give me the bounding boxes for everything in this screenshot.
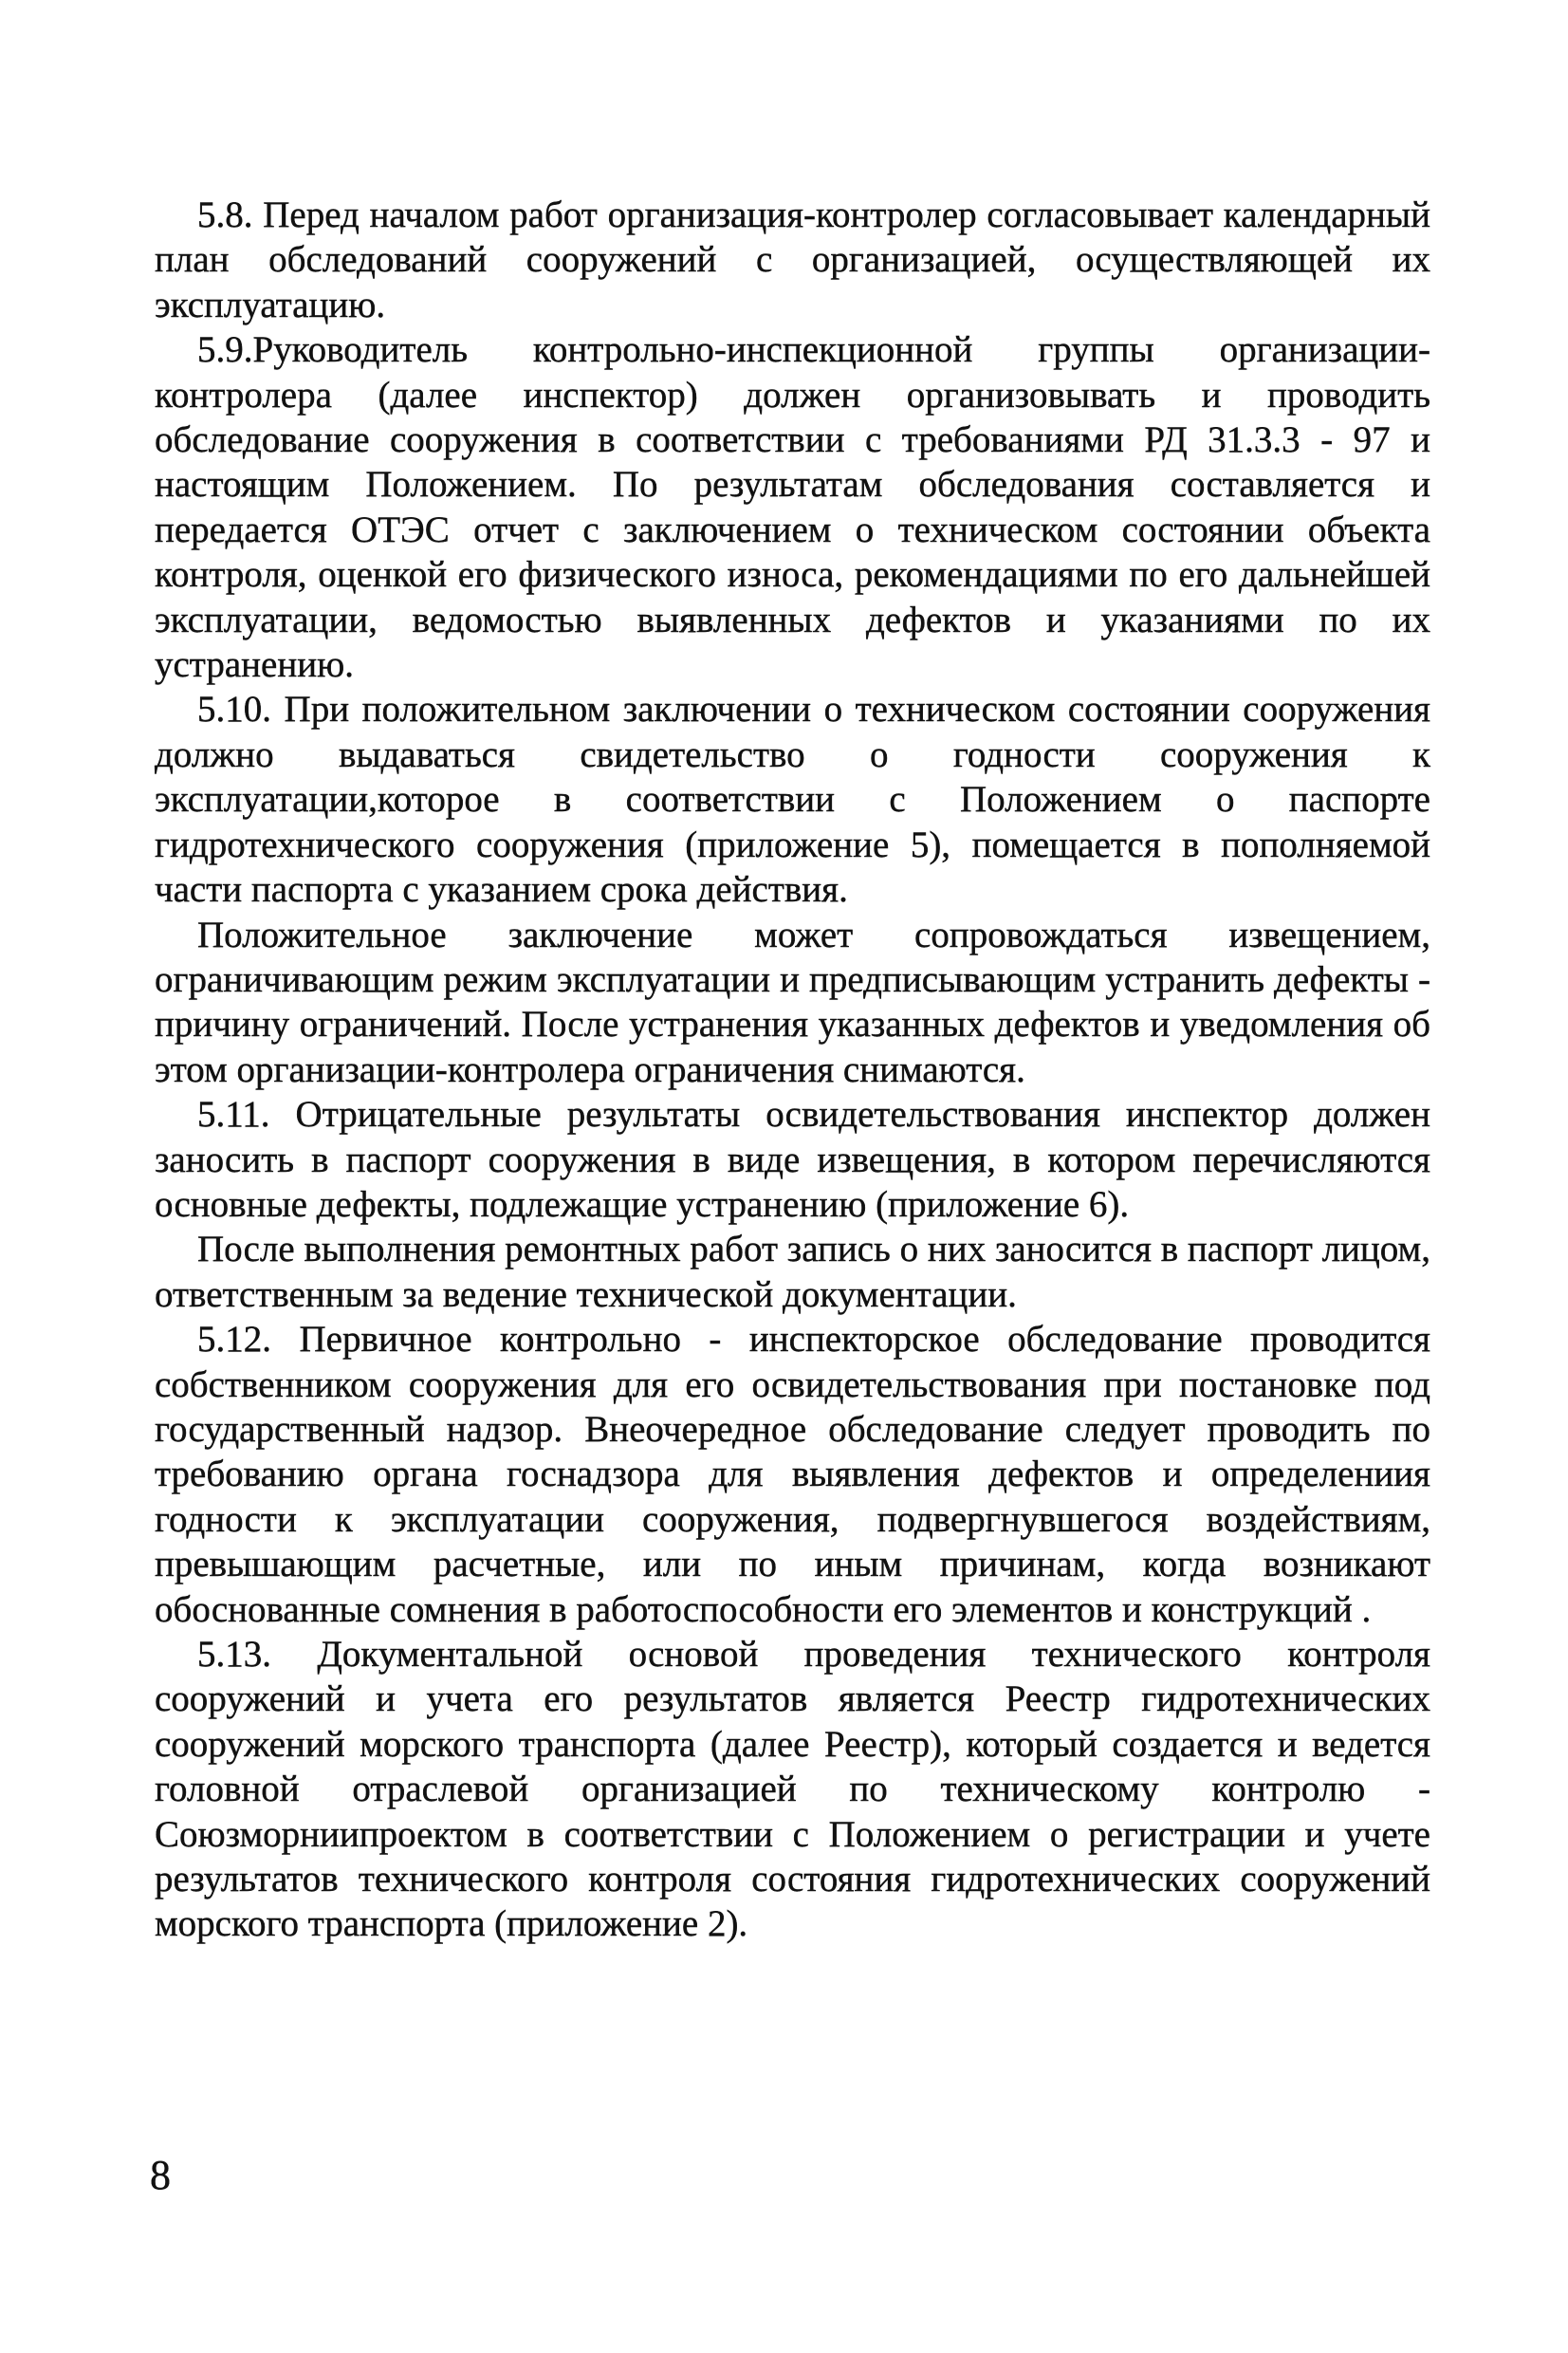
paragraph-5-13: 5.13. Документальной основой проведения технического контроля сооружений и учета его результатов является Реестр гидротехнических сооружений морского транспорта (далее Реестр), который создается и ведется головной отраслевой организацией по техническому контролю - Союзморниипроектом в соответствии с Положением о регистрации и учете результатов технического контроля состояния гидротехнических сооружений морского транспорта (приложение 2). <box>155 1634 1430 1945</box>
page-number: 8 <box>150 2152 171 2198</box>
body-text <box>155 193 1430 1947</box>
paragraph-5-8: 5.8. Перед началом работ организация-контролер согласовывает календарный план обследований сооружений с организацией, осуществляющей их эксплуатацию. <box>155 195 1430 325</box>
paragraph-5-12: 5.12. Первичное контрольно - инспекторское обследование проводится собственником сооружения для его освидетельствования при постановке под государственный надзор. Внеочередное обследование следует проводить по требованию органа госнадзора для выявления дефектов и определениия годности к эксплуатации сооружения, подвергнувшегося воздействиям, превышающим расчетные, или по иным причинам, когда возникают обоснованные сомнения в работоспособности его элементов и конструкций . <box>155 1319 1430 1630</box>
paragraph-5-11: 5.11. Отрицательные результаты освидетельствования инспектор должен заносить в паспорт сооружения в виде извещения, в котором перечисляются основные дефекты, подлежащие устранению (приложение 6). <box>155 1094 1430 1225</box>
paragraph-repair-record: После выполнения ремонтных работ запись о них заносится в паспорт лицом, ответственным за ведение технической документации. <box>155 1229 1430 1315</box>
paragraph-5-10: 5.10. При положительном заключении о техническом состоянии сооружения должно выдаваться свидетельство о годности сооружения к эксплуатации,которое в соответствии с Положением о паспорте гидротехнического сооружения (приложение 5), помещается в пополняемой части паспорта с указанием срока действия. <box>155 689 1430 911</box>
paragraph-positive-conclusion: Положительное заключение может сопровождаться извещением, ограничивающим режим эксплуатации и предписывающим устранить дефекты - причину ограничений. После устранения указанных дефектов и уведомления об этом организации-контролера ограничения снимаются. <box>155 914 1430 1090</box>
paragraph-5-9: 5.9.Руководитель контрольно-инспекционной группы организации-контролера (далее инспектор) должен организовывать и проводить обследование сооружения в соответствии с требованиями РД 31.3.3 - 97 и настоящим Положением. По результатам обследования составляется и передается ОТЭС отчет с заключением о техническом состоянии объекта контроля, оценкой его физического износа, рекомендациями по его дальнейшей эксплуатации, ведомостью выявленных дефектов и указаниями по их устранению. <box>155 329 1430 686</box>
